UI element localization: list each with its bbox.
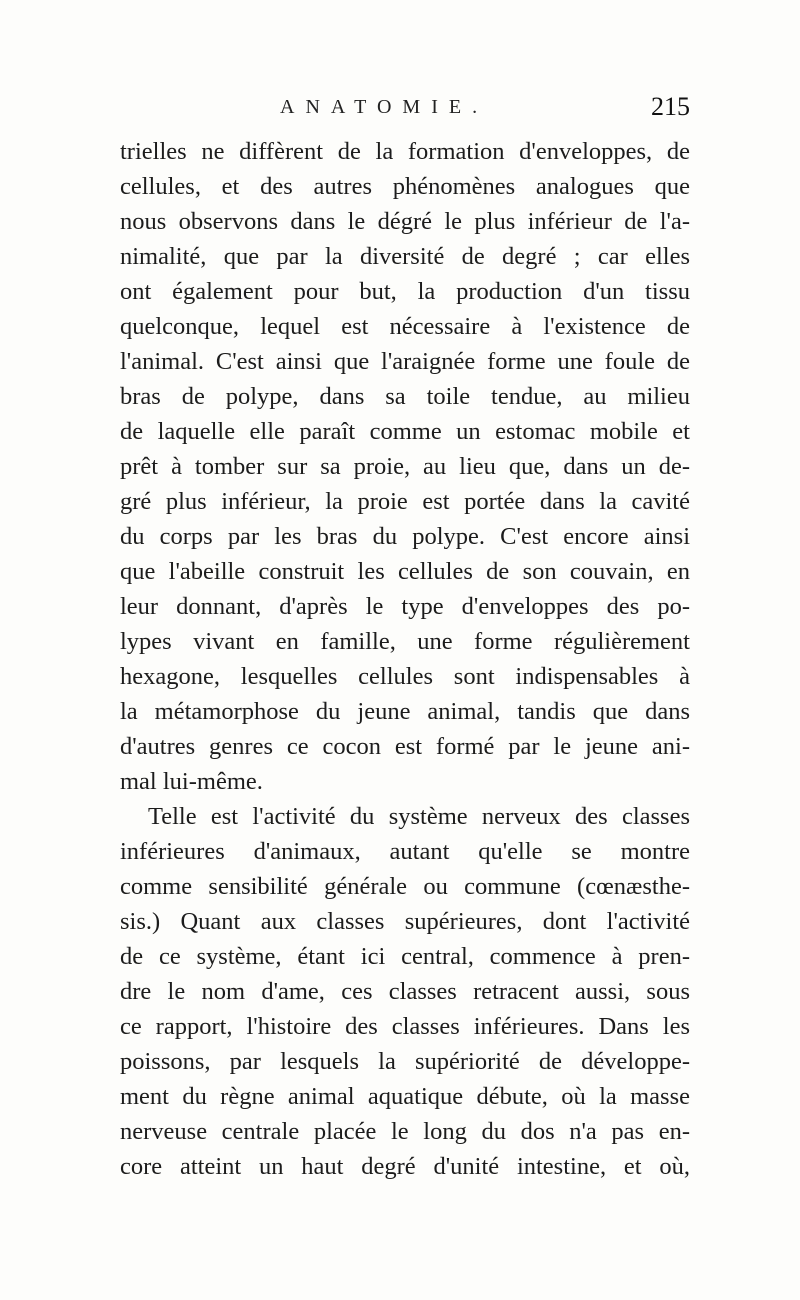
text-line: la métamorphose du jeune animal, tandis que dans bbox=[120, 698, 690, 725]
body-text bbox=[120, 134, 690, 1184]
text-line: leur donnant, d'après le type d'enveloppes des po- bbox=[120, 593, 690, 620]
text-line: inférieures d'animaux, autant qu'elle se montre bbox=[120, 838, 690, 865]
text-line: bras de polype, dans sa toile tendue, au milieu bbox=[120, 383, 690, 410]
text-line: comme sensibilité générale ou commune (cœnæsthe- bbox=[120, 873, 690, 900]
text-line: ont également pour but, la production d'un tissu bbox=[120, 278, 690, 305]
text-line: sis.) Quant aux classes supérieures, dont l'activité bbox=[120, 908, 690, 935]
running-title: ANATOMIE. bbox=[280, 96, 489, 118]
text-line: quelconque, lequel est nécessaire à l'existence de bbox=[120, 313, 690, 340]
paragraph-start-line: Telle est l'activité du système nerveux des classes bbox=[148, 803, 690, 830]
text-line: trielles ne diffèrent de la formation d'enveloppes, de bbox=[120, 138, 690, 165]
text-line: que l'abeille construit les cellules de son couvain, en bbox=[120, 558, 690, 585]
text-line: d'autres genres ce cocon est formé par le jeune ani- bbox=[120, 733, 690, 760]
text-line: lypes vivant en famille, une forme régulièrement bbox=[120, 628, 690, 655]
text-line: nous observons dans le dégré le plus inférieur de l'a- bbox=[120, 208, 690, 235]
text-line: prêt à tomber sur sa proie, au lieu que, dans un de- bbox=[120, 453, 690, 480]
text-line: de laquelle elle paraît comme un estomac mobile et bbox=[120, 418, 690, 445]
page-number: 215 bbox=[651, 92, 690, 121]
text-line: dre le nom d'ame, ces classes retracent aussi, sous bbox=[120, 978, 690, 1005]
text-line: ce rapport, l'histoire des classes inférieures. Dans les bbox=[120, 1013, 690, 1040]
text-line: ment du règne animal aquatique débute, où la masse bbox=[120, 1083, 690, 1110]
text-line: l'animal. C'est ainsi que l'araignée forme une foule de bbox=[120, 348, 690, 375]
text-line: de ce système, étant ici central, commence à pren- bbox=[120, 943, 690, 970]
running-head bbox=[120, 92, 690, 132]
text-line: mal lui-même. bbox=[120, 768, 263, 795]
text-line: poissons, par lesquels la supériorité de développe- bbox=[120, 1048, 690, 1075]
text-line: nimalité, que par la diversité de degré ; car elles bbox=[120, 243, 690, 270]
text-line: nerveuse centrale placée le long du dos n'a pas en- bbox=[120, 1118, 690, 1145]
text-line: cellules, et des autres phénomènes analogues que bbox=[120, 173, 690, 200]
text-line: core atteint un haut degré d'unité intestine, et où, bbox=[120, 1153, 690, 1180]
text-line: hexagone, lesquelles cellules sont indispensables à bbox=[120, 663, 690, 690]
text-line: du corps par les bras du polype. C'est encore ainsi bbox=[120, 523, 690, 550]
text-line: gré plus inférieur, la proie est portée dans la cavité bbox=[120, 488, 690, 515]
